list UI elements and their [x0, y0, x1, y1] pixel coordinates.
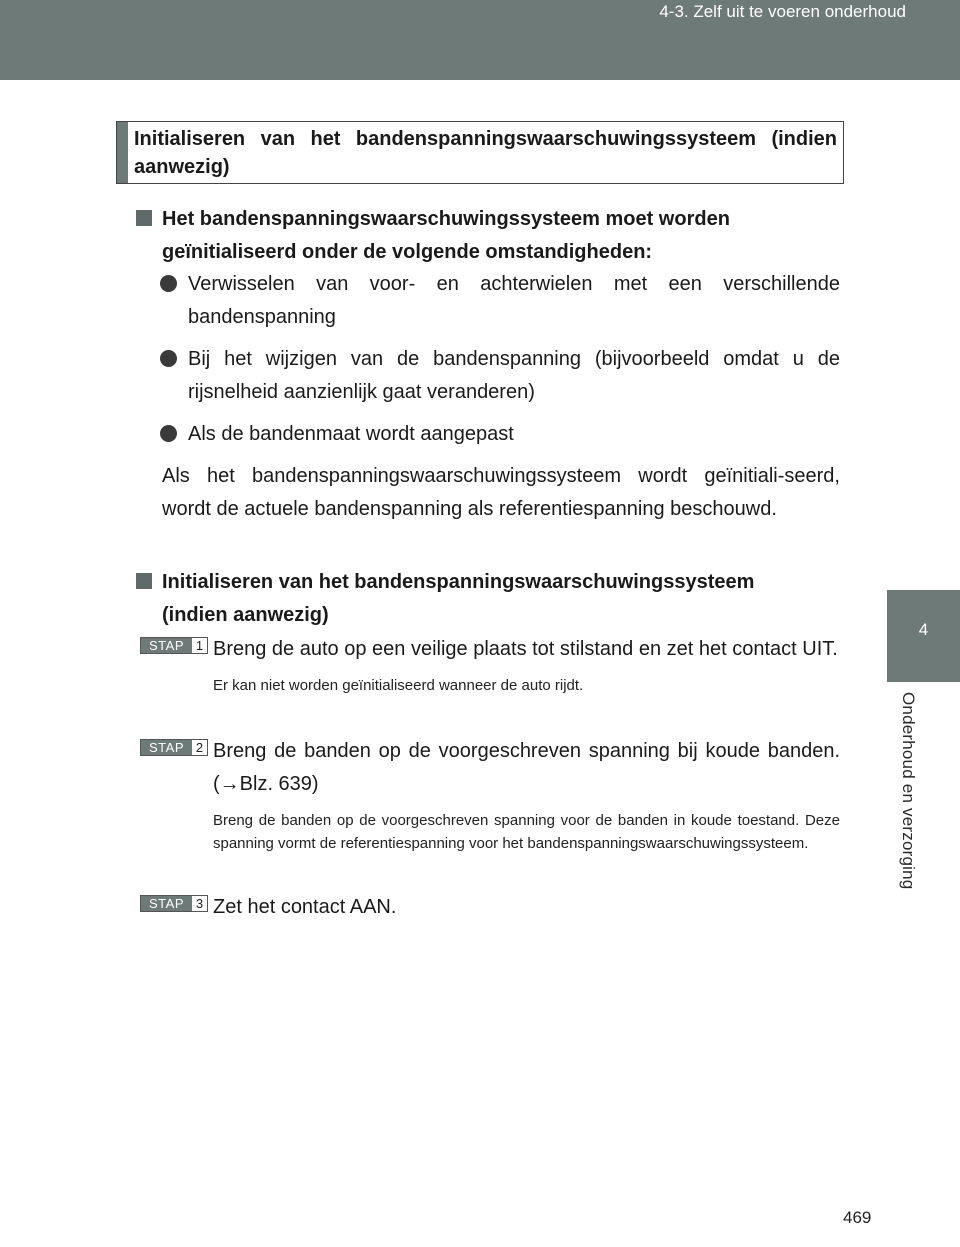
- step-text: Zet het contact AAN.: [213, 896, 397, 918]
- step-2: [140, 735, 840, 855]
- step-badge: [140, 637, 208, 654]
- step-badge-label: STAP: [141, 638, 192, 653]
- list-item: [160, 268, 840, 334]
- info-paragraph: Als het bandenspanningswaarschuwingssysteem wordt geïnitiali-seerd, wordt de actuele bandenspanning als referentiespanning beschouwd.: [162, 465, 840, 520]
- heading-line: Het bandenspanningswaarschuwingssysteem moet worden: [162, 208, 730, 230]
- bullet-dot-icon: [160, 350, 177, 367]
- step-badge-label: STAP: [141, 740, 192, 755]
- step-text: Breng de banden op de voorgeschreven spanning bij koude banden. (→Blz. 639): [213, 740, 840, 795]
- bullet-dot-icon: [160, 275, 177, 292]
- bullet-dot-icon: [160, 425, 177, 442]
- heading-line: geïnitialiseerd onder de volgende omstandigheden:: [162, 241, 653, 263]
- list-item-text: Als de bandenmaat wordt aangepast: [188, 423, 514, 445]
- section-title: 4-3. Zelf uit te voeren onderhoud: [659, 2, 906, 21]
- heading-line: Initialiseren van het bandenspanningswaarschuwingssysteem: [162, 571, 755, 593]
- step-badge-number: 1: [192, 638, 207, 653]
- step-3: [140, 891, 840, 924]
- title-accent-bar: [117, 122, 128, 183]
- step-badge: [140, 895, 208, 912]
- chapter-label: Onderhoud en verzorging: [899, 692, 918, 890]
- step-badge-number: 3: [192, 896, 207, 911]
- page-title-box: [116, 121, 844, 184]
- step-text: Breng de auto op een veilige plaats tot stilstand en zet het contact UIT.: [213, 638, 838, 660]
- step-badge: [140, 739, 208, 756]
- step-badge-number: 2: [192, 740, 207, 755]
- square-bullet-icon: [136, 210, 152, 226]
- header-band: [0, 0, 960, 80]
- heading-line: (indien aanwezig): [162, 604, 329, 626]
- step-badge-label: STAP: [141, 896, 192, 911]
- step-1: [140, 633, 840, 697]
- square-bullet-icon: [136, 573, 152, 589]
- chapter-number: 4: [918, 620, 929, 639]
- section-heading-conditions: [136, 203, 836, 269]
- page-number: 469: [843, 1208, 872, 1227]
- list-item: [160, 343, 840, 409]
- page-title: Initialiseren van het bandenspanningswaarschuwingssysteem (indien aanwezig): [134, 128, 837, 178]
- step-note: Er kan niet worden geïnitialiseerd wanneer de auto rijdt.: [213, 677, 584, 694]
- chapter-tab: [887, 590, 960, 682]
- list-item: [160, 418, 840, 451]
- section-heading-initialize: [136, 566, 836, 632]
- step-note: Breng de banden op de voorgeschreven spanning voor de banden in koude toestand. Deze spanning vormt de referentiespanning voor het bandenspanningswaarschuwingssysteem.: [213, 812, 840, 852]
- list-item-text: Verwisselen van voor- en achterwielen met een verschillende bandenspanning: [188, 273, 840, 328]
- list-item-text: Bij het wijzigen van de bandenspanning (bijvoorbeeld omdat u de rijsnelheid aanzienlijk gaat veranderen): [188, 348, 840, 403]
